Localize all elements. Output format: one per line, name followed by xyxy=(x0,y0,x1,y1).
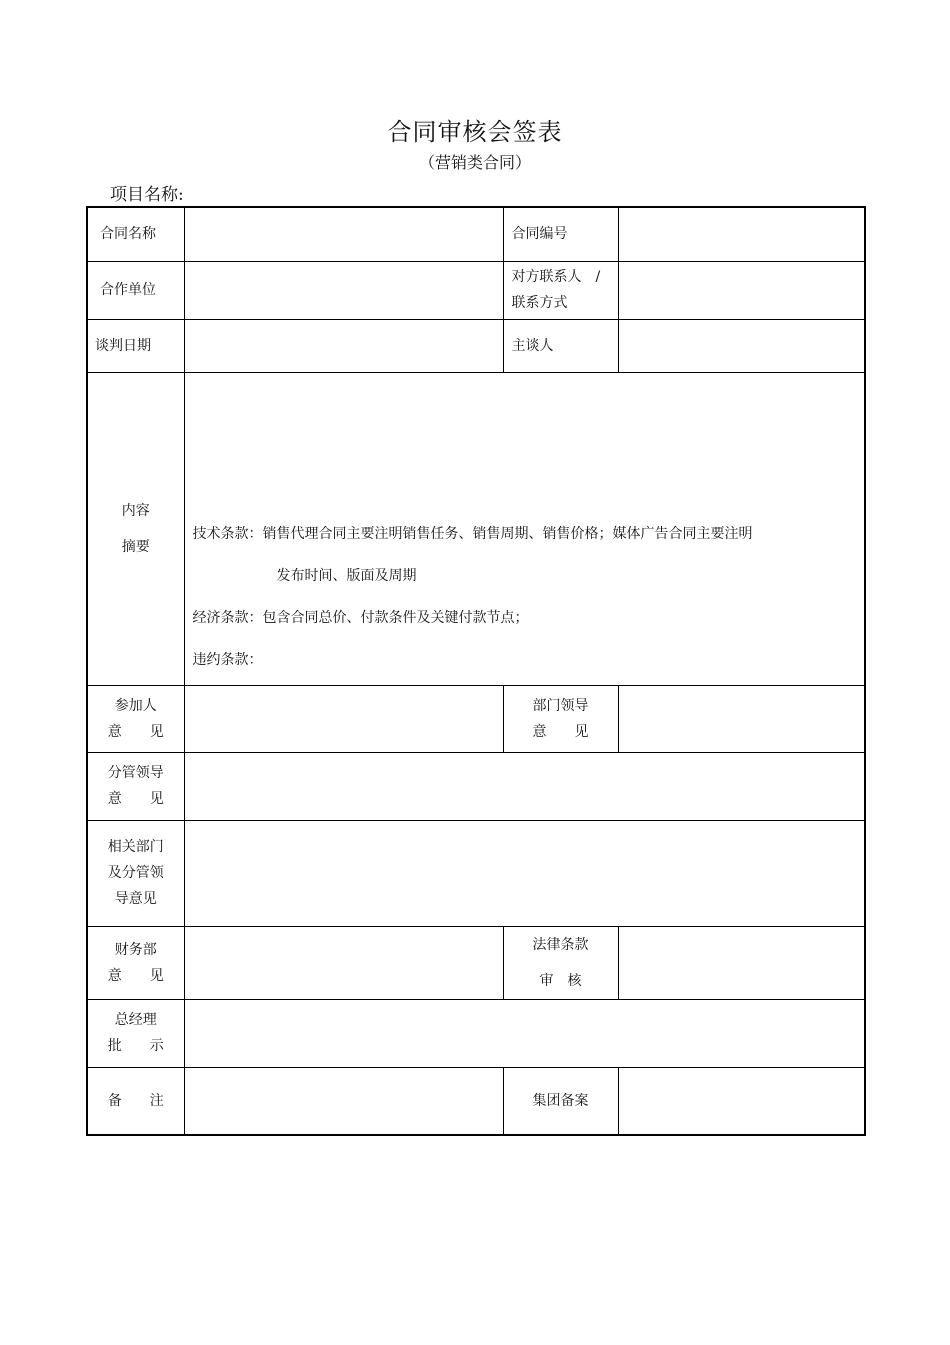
label-dept-leader xyxy=(503,685,618,752)
field-remark[interactable] xyxy=(184,1067,503,1135)
field-group-record[interactable] xyxy=(618,1067,865,1135)
label-legal xyxy=(503,926,618,999)
label-negotiator: 主谈人 xyxy=(503,319,618,372)
row-negotiate xyxy=(87,319,865,372)
label-content-line1: 内容 xyxy=(121,502,150,519)
label-group-record: 集团备案 xyxy=(503,1067,618,1135)
field-contract-no[interactable] xyxy=(618,207,865,261)
label-related-dept xyxy=(87,820,184,926)
label-content-line2: 摘要 xyxy=(121,538,150,555)
label-branch-leader-line1: 分管领导 xyxy=(107,765,164,781)
label-related-line3: 导意见 xyxy=(114,891,157,907)
label-participant-line1: 参加人 xyxy=(114,697,157,714)
field-content-summary[interactable] xyxy=(184,372,865,685)
label-negotiate-date: 谈判日期 xyxy=(87,319,184,372)
row-content xyxy=(87,372,865,685)
label-contact-line2: 联系方式 xyxy=(511,295,568,311)
label-gm-line1: 总经理 xyxy=(114,1012,157,1028)
clause-breach: 违约条款： xyxy=(192,651,263,668)
label-content-summary xyxy=(87,372,184,685)
row-partner xyxy=(87,261,865,319)
row-related-dept xyxy=(87,820,865,926)
field-contract-name[interactable] xyxy=(184,207,503,261)
field-partner[interactable] xyxy=(184,261,503,319)
project-name-label: 项目名称: xyxy=(110,185,184,205)
row-contract-name xyxy=(87,207,865,261)
field-gm[interactable] xyxy=(184,999,865,1067)
page-subtitle: （营销类合同） xyxy=(418,153,531,172)
label-related-line1: 相关部门 xyxy=(107,839,164,855)
field-related-dept[interactable] xyxy=(184,820,865,926)
row-remark xyxy=(87,1067,865,1135)
clause-tech-cont: 发布时间、版面及周期 xyxy=(276,567,417,584)
page-title: 合同审核会签表 xyxy=(387,118,563,146)
field-negotiator[interactable] xyxy=(618,319,865,372)
label-dept-leader-line2: 意 见 xyxy=(532,723,589,740)
label-dept-leader-line1: 部门领导 xyxy=(532,697,589,714)
label-legal-line2: 审 核 xyxy=(539,972,582,989)
label-legal-line1: 法律条款 xyxy=(532,936,589,953)
field-negotiate-date[interactable] xyxy=(184,319,503,372)
label-branch-leader xyxy=(87,752,184,820)
label-finance-line1: 财务部 xyxy=(114,941,157,958)
label-partner: 合作单位 xyxy=(87,261,184,319)
label-contract-name: 合同名称 xyxy=(87,207,184,261)
label-gm-line2: 批 示 xyxy=(107,1038,164,1054)
label-participant xyxy=(87,685,184,752)
field-branch-leader[interactable] xyxy=(184,752,865,820)
field-legal[interactable] xyxy=(618,926,865,999)
row-gm xyxy=(87,999,865,1067)
label-gm xyxy=(87,999,184,1067)
field-finance[interactable] xyxy=(184,926,503,999)
label-contact-line1: 对方联系人 / xyxy=(511,269,601,285)
label-related-line2: 及分管领 xyxy=(107,865,164,881)
label-branch-leader-line2: 意 见 xyxy=(107,791,164,807)
field-contact[interactable] xyxy=(618,261,865,319)
field-participant[interactable] xyxy=(184,685,503,752)
label-contact xyxy=(503,261,618,319)
contract-review-form xyxy=(86,206,866,1136)
row-participant xyxy=(87,685,865,752)
label-participant-line2: 意 见 xyxy=(107,723,164,740)
field-dept-leader[interactable] xyxy=(618,685,865,752)
clause-tech: 技术条款：销售代理合同主要注明销售任务、销售周期、销售价格；媒体广告合同主要注明 xyxy=(192,525,753,542)
label-contract-no: 合同编号 xyxy=(503,207,618,261)
label-finance xyxy=(87,926,184,999)
row-branch-leader xyxy=(87,752,865,820)
row-finance xyxy=(87,926,865,999)
clause-economic: 经济条款：包含合同总价、付款条件及关键付款节点； xyxy=(192,609,529,626)
label-finance-line2: 意 见 xyxy=(107,967,164,984)
label-remark: 备 注 xyxy=(87,1067,184,1135)
